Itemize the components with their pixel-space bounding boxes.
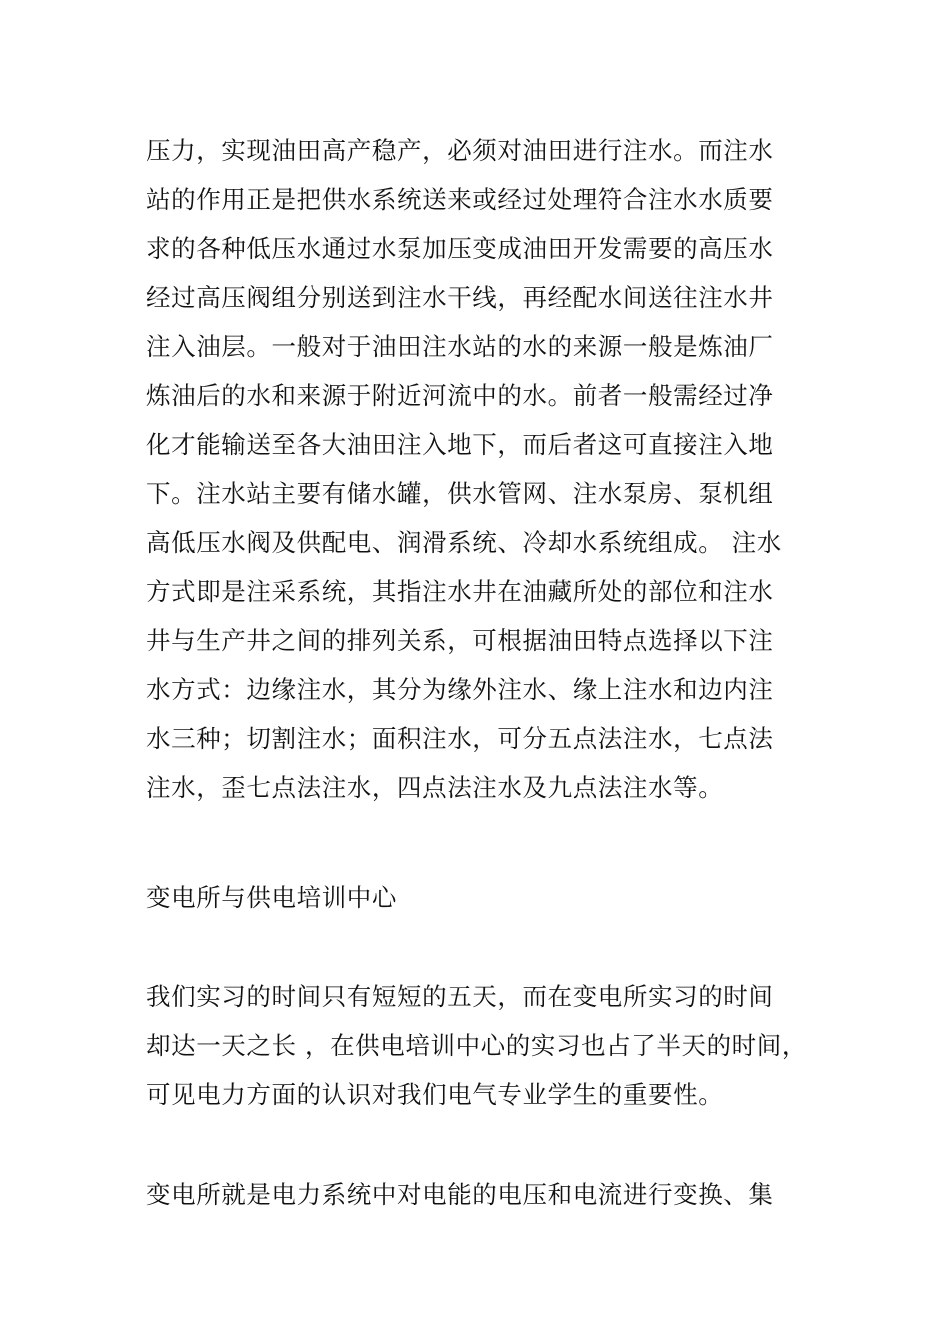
heading-text: 变电所与供电培训中心 [146, 883, 397, 912]
text-line: 可见电力方面的认识对我们电气专业学生的重要性。 [146, 1080, 724, 1109]
text-line: 求的各种低压水通过水泵加压变成油田开发需要的高压水 [146, 234, 774, 263]
paragraph-water-injection [146, 126, 816, 812]
section-heading [146, 873, 816, 922]
text-line: 高低压水阀及供配电、润滑系统、冷却水系统组成。 注水 [146, 528, 782, 557]
paragraph-internship [146, 972, 816, 1119]
text-line: 注入油层。一般对于油田注水站的水的来源一般是炼油厂 [146, 332, 774, 361]
text-line: 注水，歪七点法注水，四点法注水及九点法注水等。 [146, 773, 724, 802]
paragraph-substation [146, 1170, 816, 1219]
text-line: 炼油后的水和来源于附近河流中的水。前者一般需经过净 [146, 381, 774, 410]
text-line: 经过高压阀组分别送到注水干线，再经配水间送往注水井 [146, 283, 774, 312]
text-line: 井与生产井之间的排列关系，可根据油田特点选择以下注 [146, 626, 774, 655]
text-line: 水方式：边缘注水，其分为缘外注水、缘上注水和边内注 [146, 675, 774, 704]
text-line: 变电所就是电力系统中对电能的电压和电流进行变换、集 [146, 1180, 774, 1209]
text-line: 我们实习的时间只有短短的五天，而在变电所实习的时间 [146, 982, 774, 1011]
text-line: 水三种；切割注水；面积注水，可分五点法注水，七点法 [146, 724, 774, 753]
text-line: 下。注水站主要有储水罐，供水管网、注水泵房、泵机组 [146, 479, 774, 508]
text-line: 却达一天之长 ，在供电培训中心的实习也占了半天的时间， [146, 1031, 807, 1060]
text-line: 站的作用正是把供水系统送来或经过处理符合注水水质要 [146, 185, 774, 214]
text-line: 方式即是注采系统，其指注水井在油藏所处的部位和注水 [146, 577, 774, 606]
text-line: 压力，实现油田高产稳产，必须对油田进行注水。而注水 [146, 136, 774, 165]
text-line: 化才能输送至各大油田注入地下，而后者这可直接注入地 [146, 430, 774, 459]
